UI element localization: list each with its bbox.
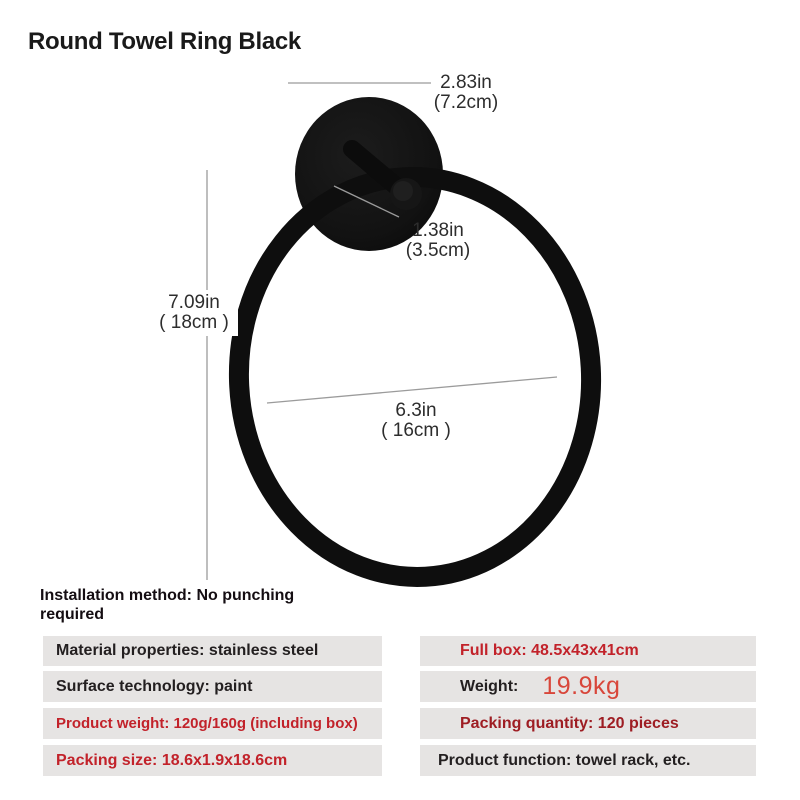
- spec-cell-packing-size: [43, 745, 382, 776]
- dimension-inches: 6.3in: [395, 400, 437, 421]
- dimension-inches: 2.83in: [440, 72, 492, 93]
- spec-cell-material: [43, 636, 382, 666]
- spec-text: Material properties: stainless steel: [56, 642, 319, 659]
- dimension-label-plate-width: [422, 73, 510, 113]
- spec-cell-product-function: [420, 745, 756, 776]
- spec-text: Packing quantity: 120 pieces: [460, 714, 679, 732]
- installation-note: [40, 586, 370, 624]
- dimension-label-overall-height: [150, 290, 238, 336]
- spec-cell-full-box: [420, 636, 756, 666]
- dimension-metric: ( 16cm ): [381, 420, 451, 441]
- dimension-inches: 1.38in: [412, 220, 464, 241]
- dimension-metric: (7.2cm): [433, 92, 499, 113]
- spec-cell-surface: [43, 671, 382, 702]
- spec-weight-value: 19.9kg: [542, 672, 621, 700]
- dimension-inches: 7.09in: [168, 292, 220, 313]
- dimension-metric: ( 18cm ): [159, 312, 229, 333]
- installation-note-line2: required: [40, 606, 105, 623]
- spec-cell-weight: [420, 671, 756, 702]
- spec-text: Packing size: 18.6x1.9x18.6cm: [56, 751, 288, 769]
- installation-note-line1: Installation method: No punching: [40, 587, 295, 604]
- spec-text: Full box: 48.5x43x41cm: [460, 642, 639, 659]
- dimension-metric: (3.5cm): [405, 240, 471, 261]
- spec-cell-packing-quantity: [420, 708, 756, 739]
- spec-text: Product function: towel rack, etc.: [438, 751, 691, 769]
- spec-cell-product-weight: [43, 708, 382, 739]
- spec-text: Surface technology: paint: [56, 677, 253, 695]
- page-title: Round Towel Ring Black: [28, 28, 301, 55]
- dimension-label-knob-offset: [394, 221, 482, 261]
- dimension-label-inner-diameter: [372, 401, 460, 441]
- spec-label: Weight:: [460, 677, 519, 695]
- spec-text: Product weight: 120g/160g (including box): [56, 715, 358, 732]
- mount-knob-face: [393, 181, 413, 201]
